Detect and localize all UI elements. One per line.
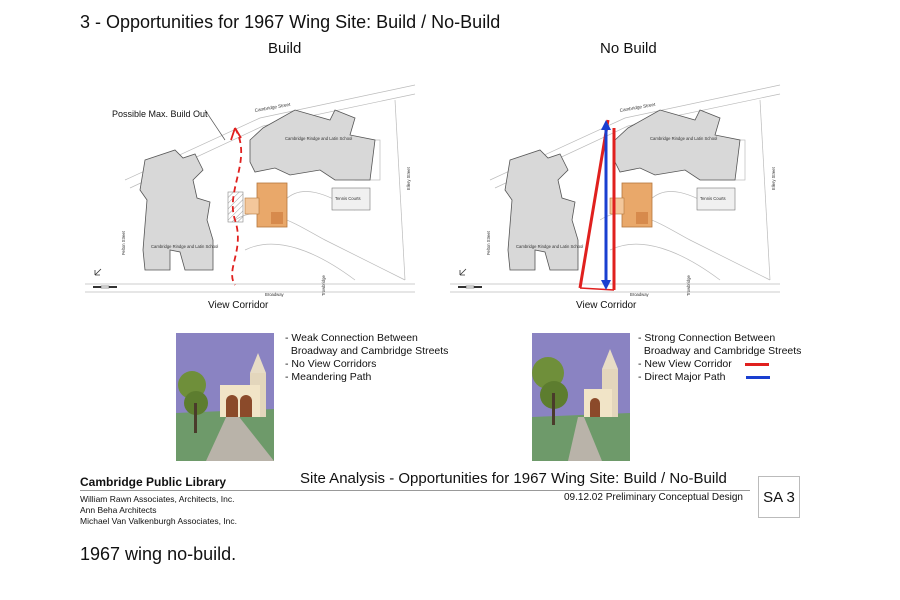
- nobuild-site-plan: [450, 80, 790, 300]
- map-label-cambridge-street: Cambridge Street: [619, 101, 656, 113]
- build-panel-title: Build: [268, 40, 302, 57]
- nobuild-bullet-list: [638, 332, 801, 384]
- legend-red-line: [745, 363, 769, 366]
- north-arrow-icon: [95, 269, 101, 275]
- bullet-item: Broadway and Cambridge Streets: [287, 345, 449, 357]
- library-building: [245, 183, 287, 227]
- scale-bar: [458, 286, 482, 288]
- bullet-item: - Meandering Path: [285, 371, 372, 383]
- map-label-ellery: Ellery Street: [406, 167, 411, 190]
- map-label-school-top: Cambridge Rindge and Latin School: [285, 136, 353, 141]
- library-building: [610, 183, 652, 227]
- footer-firm: William Rawn Associates, Architects, Inc.: [80, 494, 235, 504]
- footer-analysis-title: Site Analysis - Opportunities for 1967 Wing Site: Build / No-Build: [300, 470, 727, 487]
- new-view-corridor-line: [580, 120, 608, 288]
- build-bullet-list: [285, 332, 448, 384]
- bullet-item: - Weak Connection Between: [285, 332, 418, 344]
- view-corridor-label-nobuild: View Corridor: [576, 300, 637, 311]
- build-out-zone: [228, 192, 243, 222]
- bullet-item: - No View Corridors: [285, 358, 377, 370]
- school-building-left: [140, 150, 213, 270]
- bullet-item: - Direct Major Path: [638, 371, 801, 384]
- map-label-felton: Felton Street: [486, 231, 491, 255]
- map-label-felton: Felton Street: [121, 231, 126, 255]
- bullet-item: - Strong Connection Between: [638, 332, 776, 344]
- page-title: 3 - Opportunities for 1967 Wing Site: Build / No-Build: [80, 12, 501, 32]
- map-label-school-left: Cambridge Rindge and Latin School: [151, 244, 219, 249]
- bullet-item: - New View Corridor: [638, 358, 801, 371]
- callout-leader: [205, 110, 225, 140]
- bullet-item: Broadway and Cambridge Streets: [640, 345, 802, 357]
- sheet-number: SA 3: [758, 476, 800, 518]
- map-label-broadway: Broadway: [630, 292, 649, 297]
- footer-date-line: 09.12.02 Preliminary Conceptual Design: [564, 492, 743, 503]
- map-label-school-top: Cambridge Rindge and Latin School: [650, 136, 718, 141]
- map-label-trowbridge: Trowbridge: [686, 275, 691, 296]
- north-arrow-icon: [460, 269, 466, 275]
- map-label-trowbridge: Trowbridge: [321, 275, 326, 296]
- footer-firm: Ann Beha Architects: [80, 505, 157, 515]
- nobuild-panel-title: No Build: [600, 40, 657, 57]
- map-label-school-left: Cambridge Rindge and Latin School: [516, 244, 584, 249]
- legend-blue-line: [746, 376, 770, 379]
- school-building-left: [505, 150, 578, 270]
- map-label-broadway: Broadway: [265, 292, 284, 297]
- school-building-top: [250, 110, 375, 180]
- scale-bar: [93, 286, 117, 288]
- map-label-ellery: Ellery Street: [771, 167, 776, 190]
- map-label-cambridge-street: Cambridge Street: [254, 101, 291, 113]
- nobuild-rendering-image: [532, 333, 630, 461]
- view-corridor-label-build: View Corridor: [208, 300, 269, 311]
- bottom-caption: 1967 wing no-build.: [80, 544, 237, 564]
- footer-library-name: Cambridge Public Library: [80, 475, 227, 489]
- build-rendering-image: [176, 333, 274, 461]
- footer-divider: [80, 490, 750, 491]
- possible-max-build-out-label: Possible Max. Build Out: [112, 109, 208, 119]
- map-label-tennis: Tennis Courts: [335, 196, 361, 201]
- map-label-tennis: Tennis Courts: [700, 196, 726, 201]
- school-building-top: [615, 110, 740, 180]
- footer-firm: Michael Van Valkenburgh Associates, Inc.: [80, 516, 238, 526]
